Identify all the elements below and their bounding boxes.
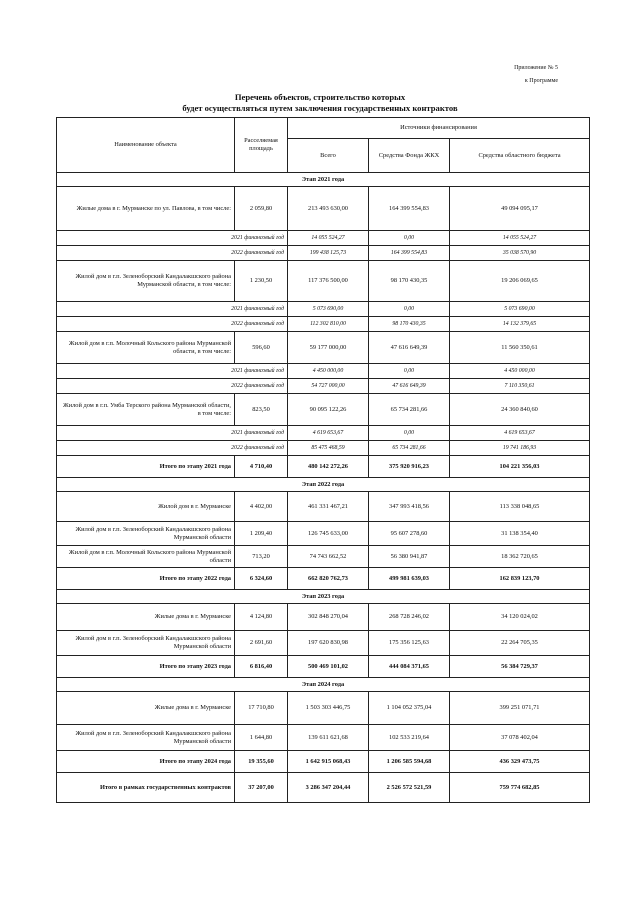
header-name: Наименование объекта [57, 118, 235, 173]
subtotal-row [57, 456, 590, 478]
subtotal-row [57, 656, 590, 678]
budget-value: 56 384 729,37 [450, 656, 590, 678]
budget-value: 24 360 840,60 [450, 394, 590, 426]
object-row [57, 394, 590, 426]
object-row [57, 492, 590, 522]
object-row [57, 725, 590, 751]
fund-value: 164 399 554,83 [369, 246, 450, 261]
header-total: Всего [288, 139, 369, 173]
subtotal-row [57, 568, 590, 590]
stage-row [57, 173, 590, 187]
total-value: 197 620 830,98 [288, 631, 369, 656]
finance-year-label: 2021 финансовый год [57, 302, 288, 317]
object-name: Жилой дом в г. Мурманске [57, 492, 235, 522]
stage-label: Этап 2021 года [57, 173, 590, 187]
area-value: 17 710,80 [235, 692, 288, 725]
title-line-2: будет осуществляться путем заключения государственных контрактов [182, 103, 458, 113]
area-value: 6 324,60 [235, 568, 288, 590]
fund-value: 175 356 125,63 [369, 631, 450, 656]
stage-row [57, 590, 590, 604]
budget-value: 436 329 473,75 [450, 751, 590, 773]
budget-value: 113 338 048,65 [450, 492, 590, 522]
subtotal-label: Итого по этапу 2024 года [57, 751, 235, 773]
fund-value: 268 728 246,02 [369, 604, 450, 631]
finance-year-label: 2021 финансовый год [57, 231, 288, 246]
area-value: 4 124,80 [235, 604, 288, 631]
budget-value: 37 078 402,04 [450, 725, 590, 751]
budget-value: 18 362 720,65 [450, 546, 590, 568]
finance-year-label: 2021 финансовый год [57, 364, 288, 379]
fund-value: 98 170 430,35 [369, 261, 450, 302]
budget-value: 22 264 705,35 [450, 631, 590, 656]
area-value: 713,20 [235, 546, 288, 568]
budget-value: 19 741 186,93 [450, 441, 590, 456]
header-sources: Источники финансирования [288, 118, 590, 139]
object-name: Жилой дом в г.п. Молочный Кольского района Мурманской области, в том числе: [57, 332, 235, 364]
total-value: 74 743 662,52 [288, 546, 369, 568]
object-row [57, 332, 590, 364]
subtotal-label: Итого по этапу 2023 года [57, 656, 235, 678]
area-value: 1 230,50 [235, 261, 288, 302]
finance-year-label: 2022 финансовый год [57, 246, 288, 261]
fund-value: 375 920 916,23 [369, 456, 450, 478]
budget-value: 19 206 069,65 [450, 261, 590, 302]
budget-value: 104 221 356,03 [450, 456, 590, 478]
object-name: Жилой дом в г.п. Молочный Кольского района Мурманской области [57, 546, 235, 568]
area-value: 1 209,40 [235, 522, 288, 546]
area-value: 823,50 [235, 394, 288, 426]
fund-value: 65 734 281,66 [369, 441, 450, 456]
object-row [57, 631, 590, 656]
document-title [0, 92, 640, 114]
budget-value: 7 110 350,61 [450, 379, 590, 394]
fund-value: 102 533 219,64 [369, 725, 450, 751]
objects-table [56, 117, 590, 803]
finance-year-row [57, 426, 590, 441]
total-value: 4 619 653,67 [288, 426, 369, 441]
fund-value: 0,00 [369, 364, 450, 379]
area-value: 19 355,60 [235, 751, 288, 773]
budget-value: 5 073 690,00 [450, 302, 590, 317]
stage-label: Этап 2024 года [57, 678, 590, 692]
total-value: 461 331 467,21 [288, 492, 369, 522]
object-row [57, 604, 590, 631]
finance-year-row [57, 364, 590, 379]
total-value: 54 727 000,00 [288, 379, 369, 394]
stage-label: Этап 2022 года [57, 478, 590, 492]
finance-year-row [57, 317, 590, 332]
fund-value: 444 084 371,65 [369, 656, 450, 678]
total-value: 213 493 630,00 [288, 187, 369, 231]
object-name: Жилой дом в г.п. Зеленоборский Кандалакшского района Мурманской области [57, 631, 235, 656]
budget-value: 11 560 350,61 [450, 332, 590, 364]
fund-value: 164 399 554,83 [369, 187, 450, 231]
object-row [57, 692, 590, 725]
total-value: 662 820 762,73 [288, 568, 369, 590]
area-value: 4 710,40 [235, 456, 288, 478]
total-value: 59 177 000,00 [288, 332, 369, 364]
budget-value: 49 094 095,17 [450, 187, 590, 231]
subtotal-label: Итого по этапу 2021 года [57, 456, 235, 478]
budget-value: 35 038 570,90 [450, 246, 590, 261]
fund-value: 2 526 572 521,59 [369, 773, 450, 803]
budget-value: 759 774 682,85 [450, 773, 590, 803]
stage-row [57, 478, 590, 492]
area-value: 1 644,80 [235, 725, 288, 751]
finance-year-label: 2022 финансовый год [57, 441, 288, 456]
area-value: 6 816,40 [235, 656, 288, 678]
object-name: Жилой дом в г.п. Зеленоборский Кандалакшского района Мурманской области [57, 725, 235, 751]
header-area: Расселяемая площадь [235, 118, 288, 173]
subtotal-row [57, 773, 590, 803]
budget-value: 399 251 071,71 [450, 692, 590, 725]
object-row [57, 261, 590, 302]
area-value: 596,60 [235, 332, 288, 364]
fund-value: 0,00 [369, 426, 450, 441]
finance-year-row [57, 246, 590, 261]
budget-value: 162 839 123,70 [450, 568, 590, 590]
stage-label: Этап 2023 года [57, 590, 590, 604]
fund-value: 1 206 585 594,68 [369, 751, 450, 773]
fund-value: 0,00 [369, 302, 450, 317]
total-value: 3 286 347 204,44 [288, 773, 369, 803]
fund-value: 47 616 649,39 [369, 332, 450, 364]
header-fund: Средства Фонда ЖКХ [369, 139, 450, 173]
subtotal-label: Итого в рамках государственных контрактов [57, 773, 235, 803]
total-value: 139 611 621,68 [288, 725, 369, 751]
total-value: 302 848 270,04 [288, 604, 369, 631]
fund-value: 95 607 278,60 [369, 522, 450, 546]
annex-program: к Программе [524, 78, 558, 84]
fund-value: 56 380 941,87 [369, 546, 450, 568]
budget-value: 14 055 524,27 [450, 231, 590, 246]
annex-label [514, 62, 558, 88]
object-name: Жилой дом в г.п. Зеленоборский Кандалакшского района Мурманской области [57, 522, 235, 546]
subtotal-row [57, 751, 590, 773]
finance-year-row [57, 231, 590, 246]
finance-year-label: 2022 финансовый год [57, 379, 288, 394]
total-value: 5 073 690,00 [288, 302, 369, 317]
total-value: 14 055 524,27 [288, 231, 369, 246]
area-value: 37 207,00 [235, 773, 288, 803]
total-value: 1 642 915 068,43 [288, 751, 369, 773]
object-name: Жилые дома в г. Мурманске по ул. Павлова, в том числе: [57, 187, 235, 231]
finance-year-label: 2021 финансовый год [57, 426, 288, 441]
total-value: 90 095 122,26 [288, 394, 369, 426]
object-row [57, 187, 590, 231]
finance-year-label: 2022 финансовый год [57, 317, 288, 332]
total-value: 500 469 101,02 [288, 656, 369, 678]
total-value: 1 503 303 446,75 [288, 692, 369, 725]
stage-row [57, 678, 590, 692]
object-name: Жилой дом в г.п. Умба Терского района Мурманской области, в том числе: [57, 394, 235, 426]
budget-value: 31 138 354,40 [450, 522, 590, 546]
budget-value: 4 619 653,67 [450, 426, 590, 441]
annex-number: Приложение № 5 [514, 65, 558, 71]
title-line-1: Перечень объектов, строительство которых [234, 92, 406, 102]
total-value: 199 438 125,73 [288, 246, 369, 261]
total-value: 480 142 272,26 [288, 456, 369, 478]
total-value: 112 302 810,00 [288, 317, 369, 332]
total-value: 117 376 500,00 [288, 261, 369, 302]
subtotal-label: Итого по этапу 2022 года [57, 568, 235, 590]
area-value: 2 691,60 [235, 631, 288, 656]
area-value: 2 059,80 [235, 187, 288, 231]
object-row [57, 522, 590, 546]
budget-value: 4 450 000,00 [450, 364, 590, 379]
object-row [57, 546, 590, 568]
total-value: 126 745 633,00 [288, 522, 369, 546]
fund-value: 98 170 430,35 [369, 317, 450, 332]
fund-value: 0,00 [369, 231, 450, 246]
total-value: 85 475 468,59 [288, 441, 369, 456]
object-name: Жилые дома в г. Мурманске [57, 692, 235, 725]
fund-value: 347 993 418,56 [369, 492, 450, 522]
budget-value: 34 120 024,02 [450, 604, 590, 631]
total-value: 4 450 000,00 [288, 364, 369, 379]
finance-year-row [57, 379, 590, 394]
finance-year-row [57, 302, 590, 317]
area-value: 4 402,00 [235, 492, 288, 522]
object-name: Жилые дома в г. Мурманске [57, 604, 235, 631]
finance-year-row [57, 441, 590, 456]
header-budget: Средства областного бюджета [450, 139, 590, 173]
object-name: Жилой дом в г.п. Зеленоборский Кандалакшского района Мурманской области, в том числе: [57, 261, 235, 302]
fund-value: 499 981 639,03 [369, 568, 450, 590]
budget-value: 14 132 379,65 [450, 317, 590, 332]
fund-value: 65 734 281,66 [369, 394, 450, 426]
fund-value: 1 104 052 375,04 [369, 692, 450, 725]
fund-value: 47 616 649,39 [369, 379, 450, 394]
